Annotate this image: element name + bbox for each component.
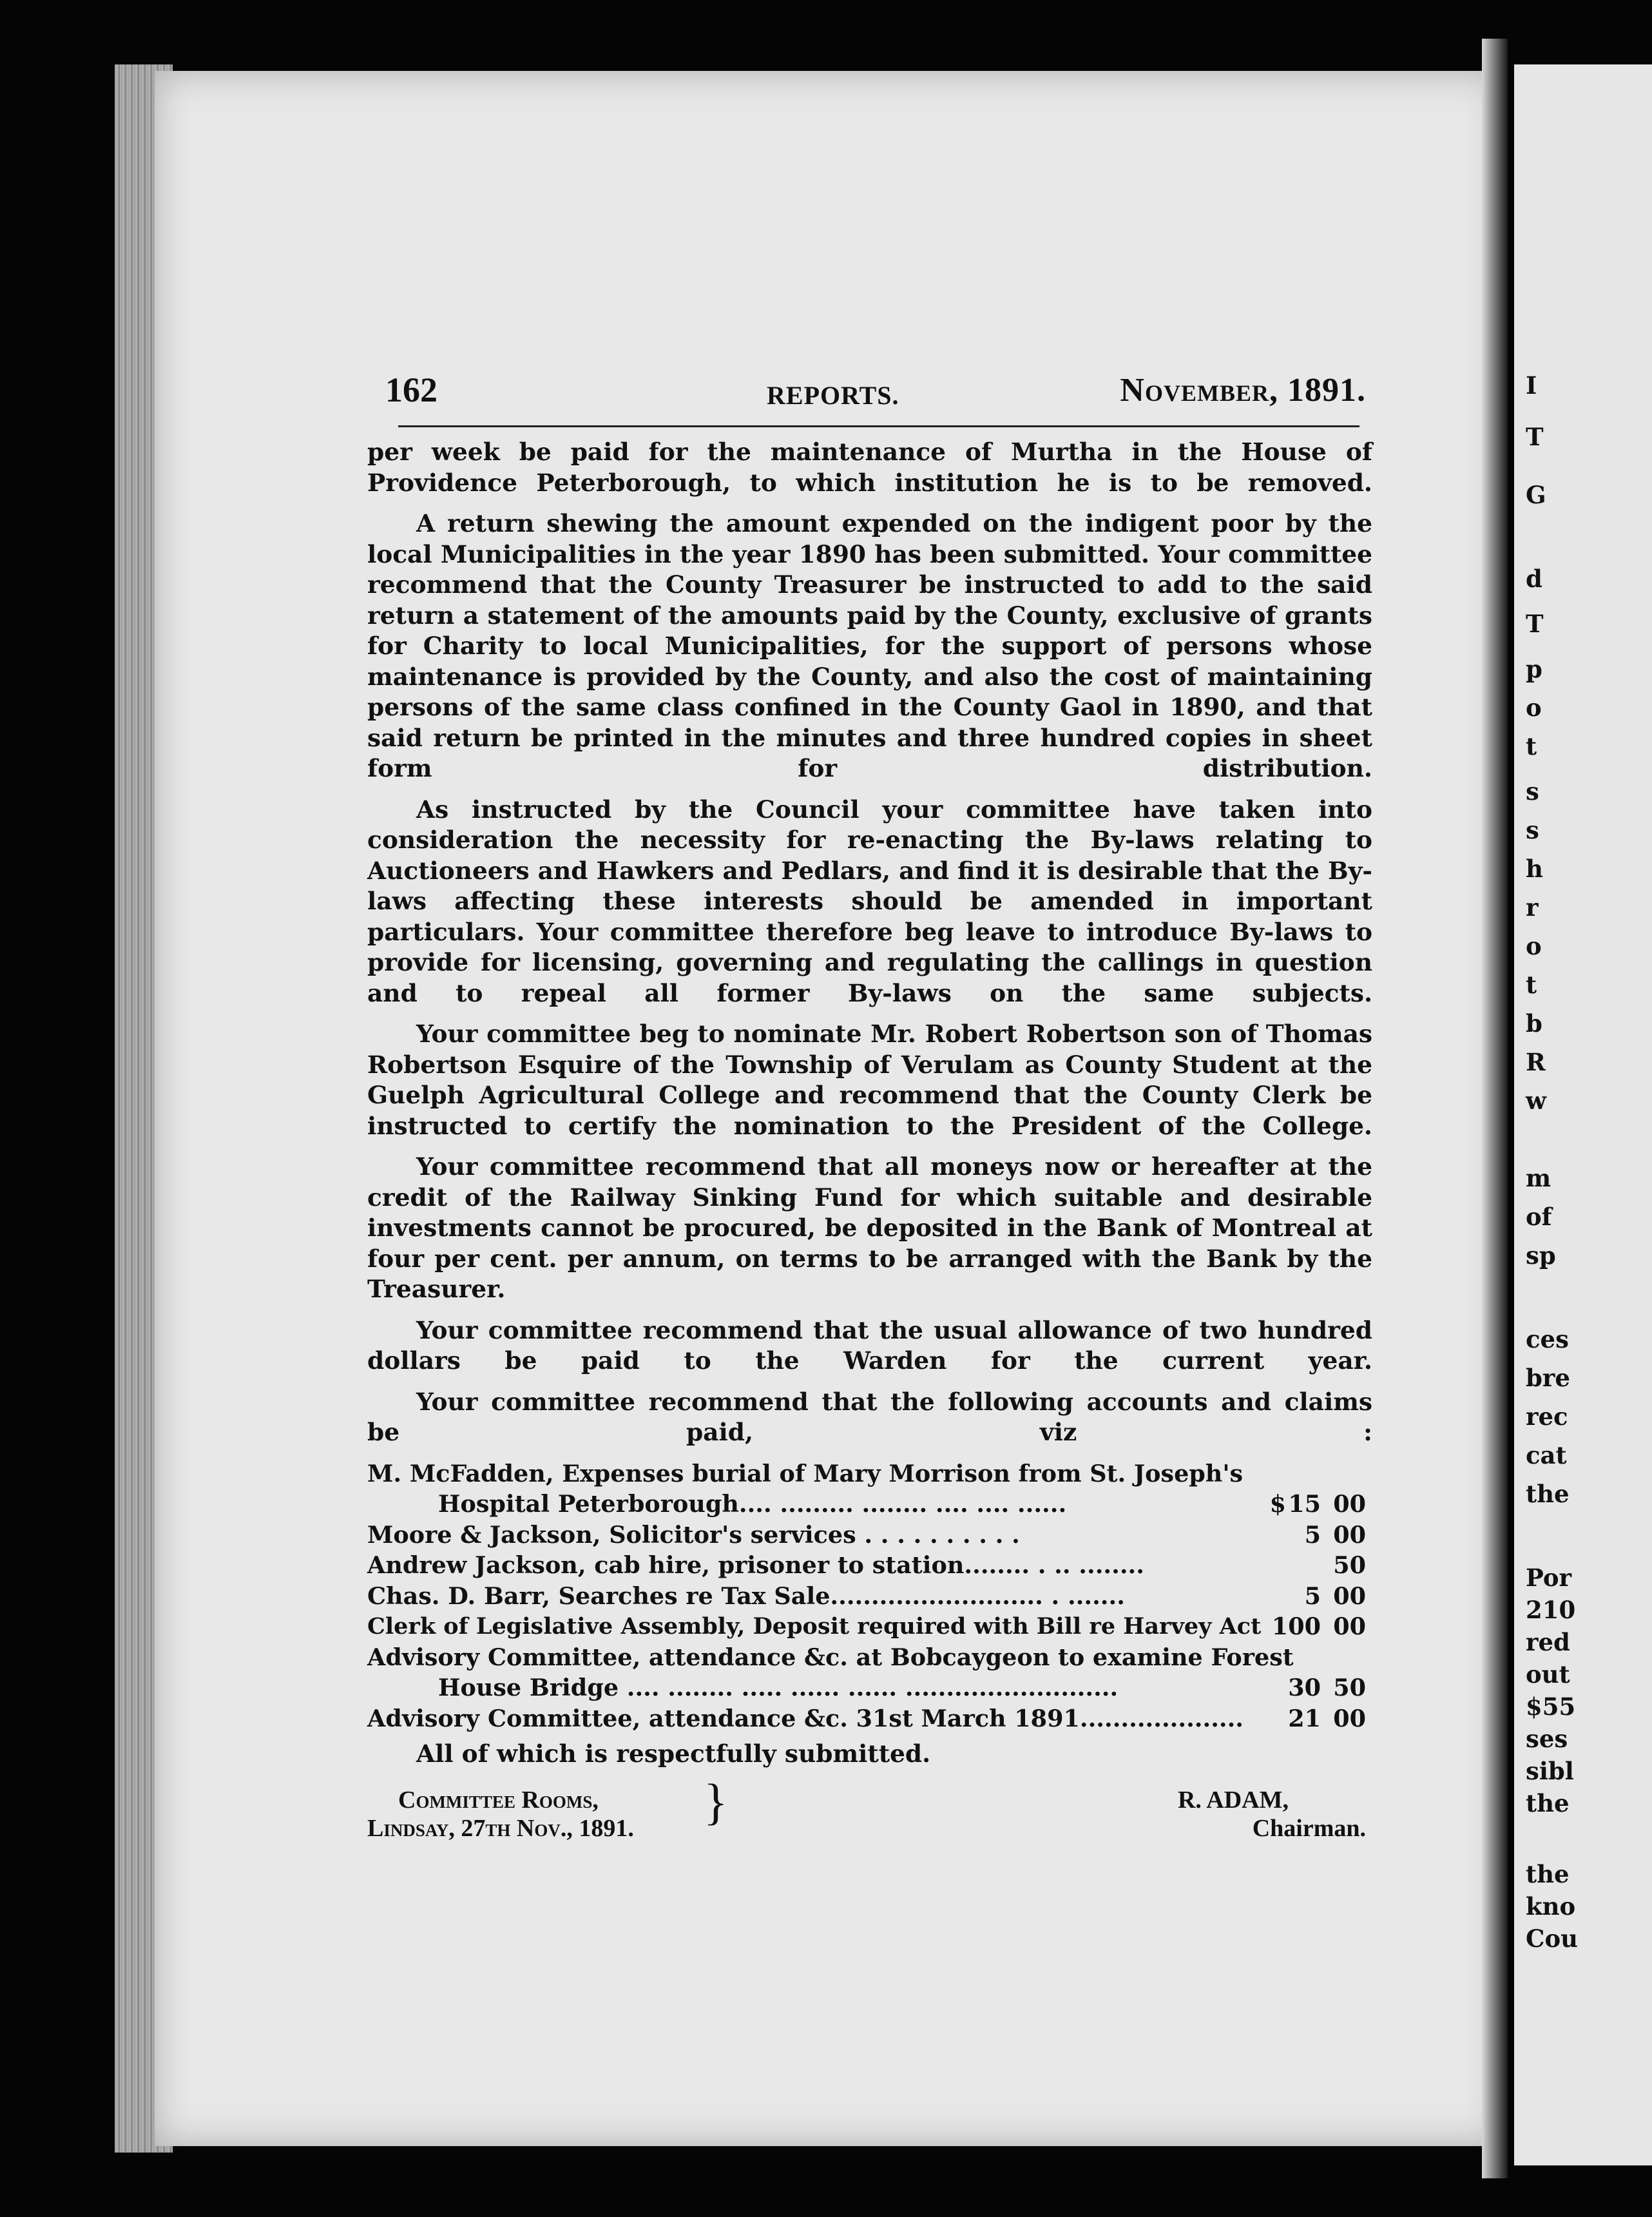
facing-page-fragment: red — [1526, 1628, 1570, 1656]
paragraph: Your committee recommend that the following accounts and claims be paid, viz : — [367, 1387, 1372, 1446]
signatory-name: R. ADAM, — [1177, 1786, 1289, 1814]
closing-line: All of which is respectfully submitted. — [416, 1739, 931, 1768]
facing-page-fragment: o — [1526, 693, 1542, 722]
account-row — [367, 1458, 1372, 1489]
account-cents: 00 — [1333, 1582, 1366, 1610]
account-amount: 15 — [1288, 1490, 1321, 1518]
facing-page-fragment: sp — [1526, 1241, 1556, 1270]
account-description: Moore & Jackson, Solicitor's services . . . . . . . . . . — [367, 1520, 1020, 1549]
facing-page-fragment: G — [1526, 481, 1546, 509]
facing-page-fragment: r — [1526, 893, 1539, 922]
account-amount: 5 — [1304, 1520, 1321, 1549]
paragraph: A return shewing the amount expended on the indigent poor by the local Municipalities in the year 1890 has been submitted. Your committee recommend that the County Treasurer be instructed to add to the said return a statement of the amounts paid by the County, exclusive of grants for Charity to local Municipalities, for the support of persons whose maintenance is provided by the County, and also the cost of maintaining persons of the same class confined in the County Gaol in 1890, and that said return be printed in the minutes and three hundred copies in sheet form for distribution. — [367, 509, 1372, 782]
section-title: REPORTS. — [767, 381, 899, 410]
facing-page-fragment: t — [1526, 732, 1537, 760]
facing-page-fragment: T — [1526, 423, 1544, 451]
account-amount: 21 — [1288, 1704, 1321, 1732]
account-row — [367, 1672, 1372, 1703]
report-body — [367, 437, 1372, 1856]
header-rule — [398, 425, 1359, 427]
book-gutter — [1482, 39, 1508, 2178]
facing-page-fragment: I — [1526, 371, 1537, 400]
facing-page-fragment: cat — [1526, 1441, 1567, 1469]
facing-page-fragment: out — [1526, 1660, 1570, 1689]
facing-page-fragments — [1521, 361, 1649, 1972]
account-description: Advisory Committee, attendance &c. 31st March 1891.................... — [367, 1704, 1244, 1732]
paragraph: As instructed by the Council your committee have taken into consideration the necessity for re-enacting the By-laws relating to Auctioneers and Hawkers and Pedlars, and find it is desirable that the By-laws affecting these interests should be amended in important particulars. Your committee therefore beg leave to introduce By-laws to provide for licensing, governing and regulating the callings in question and to repeal all former By-laws on the same subjects. — [367, 795, 1372, 1007]
facing-page-fragment: $55 — [1526, 1692, 1576, 1721]
account-row — [367, 1611, 1372, 1642]
place-line-1: Committee Rooms, — [398, 1786, 599, 1814]
dollar-sign: $ — [1269, 1490, 1286, 1518]
facing-page-fragment: kno — [1526, 1892, 1576, 1921]
facing-page-fragment: rec — [1526, 1402, 1568, 1431]
facing-page-fragment: the — [1526, 1789, 1570, 1817]
account-amount: 30 — [1288, 1674, 1321, 1701]
facing-page-fragment: 210 — [1526, 1596, 1576, 1624]
account-description: House Bridge .... ........ ..... ...... ...... .......................... — [438, 1674, 1119, 1701]
paragraph: per week be paid for the maintenance of Murtha in the House of Providence Peterborough, to which institution he is to be removed. — [367, 438, 1372, 497]
facing-page-fragment: Cou — [1526, 1924, 1579, 1953]
header-date: November, 1891. — [1120, 372, 1366, 409]
facing-page-fragment: R — [1526, 1048, 1546, 1076]
page-content — [367, 361, 1372, 1895]
facing-page-fragment: m — [1526, 1164, 1551, 1192]
facing-page-fragment: Por — [1526, 1564, 1572, 1592]
facing-page-fragment: the — [1526, 1860, 1570, 1888]
facing-page-fragment: the — [1526, 1480, 1570, 1508]
facing-page-fragment: ces — [1526, 1325, 1569, 1353]
account-cents: 00 — [1333, 1490, 1366, 1518]
facing-page-fragment: b — [1526, 1009, 1542, 1038]
signature-block — [367, 1773, 1372, 1856]
account-row — [367, 1581, 1372, 1612]
account-cents: 00 — [1333, 1612, 1366, 1640]
facing-page-fragment: t — [1526, 971, 1537, 999]
facing-page-fragment: s — [1526, 777, 1539, 806]
facing-page-fragment: d — [1526, 565, 1542, 593]
brace-mark: } — [704, 1773, 728, 1830]
account-cents: 00 — [1333, 1520, 1366, 1549]
account-row — [367, 1550, 1372, 1581]
account-row — [367, 1703, 1372, 1734]
facing-page-fragment: s — [1526, 816, 1539, 844]
account-description: Clerk of Legislative Assembly, Deposit required with Bill re Harvey Act — [367, 1613, 1262, 1640]
page-number: 162 — [385, 371, 437, 409]
account-description: Chas. D. Barr, Searches re Tax Sale.......................... . ....... — [367, 1582, 1125, 1610]
facing-page-fragment: ses — [1526, 1725, 1568, 1753]
account-cents: 00 — [1333, 1704, 1366, 1732]
facing-page-fragment: of — [1526, 1203, 1552, 1231]
account-amount: 5 — [1304, 1582, 1321, 1610]
running-header — [367, 361, 1372, 418]
account-cents: 50 — [1333, 1674, 1366, 1701]
paragraph: Your committee beg to nominate Mr. Robert Robertson son of Thomas Robertson Esquire of the Township of Verulam as County Student at the Guelph Agricultural College and recommend that the County Clerk be instructed to certify the nomination to the President of the College. — [367, 1020, 1372, 1140]
facing-page-fragment: h — [1526, 855, 1543, 883]
facing-page-fragment: p — [1526, 655, 1542, 683]
facing-page-fragment: o — [1526, 932, 1542, 960]
paragraph: Your committee recommend that the usual allowance of two hundred dollars be paid to the Warden for the current year. — [367, 1315, 1372, 1375]
accounts-list — [367, 1458, 1372, 1734]
account-cents: 50 — [1333, 1551, 1366, 1579]
signatory-title: Chairman. — [1252, 1814, 1366, 1842]
facing-page-fragment: bre — [1526, 1364, 1570, 1392]
account-description: Hospital Peterborough.... ......... ........ .... .... ...... — [438, 1490, 1067, 1518]
account-row — [367, 1489, 1372, 1520]
account-amount: 100 — [1271, 1612, 1321, 1640]
account-row — [367, 1520, 1372, 1551]
facing-page-fragment: sibl — [1526, 1757, 1574, 1785]
facing-page-fragment: T — [1526, 610, 1544, 638]
account-description: Andrew Jackson, cab hire, prisoner to station........ . .. ........ — [367, 1551, 1144, 1579]
account-description: M. McFadden, Expenses burial of Mary Morrison from St. Joseph's — [367, 1459, 1244, 1487]
facing-page-fragment: w — [1526, 1087, 1546, 1115]
place-line-2: Lindsay, 27th Nov., 1891. — [367, 1814, 634, 1842]
account-description: Advisory Committee, attendance &c. at Bobcaygeon to examine Forest — [367, 1643, 1294, 1671]
account-row — [367, 1642, 1372, 1673]
paragraph: Your committee recommend that all moneys now or hereafter at the credit of the Railway Sinking Fund for which suitable and desirable investments cannot be procured, be deposited in the Bank of Montreal at four per cent. per annum, on terms to be arranged with the Bank by the Treasurer. — [367, 1152, 1372, 1303]
